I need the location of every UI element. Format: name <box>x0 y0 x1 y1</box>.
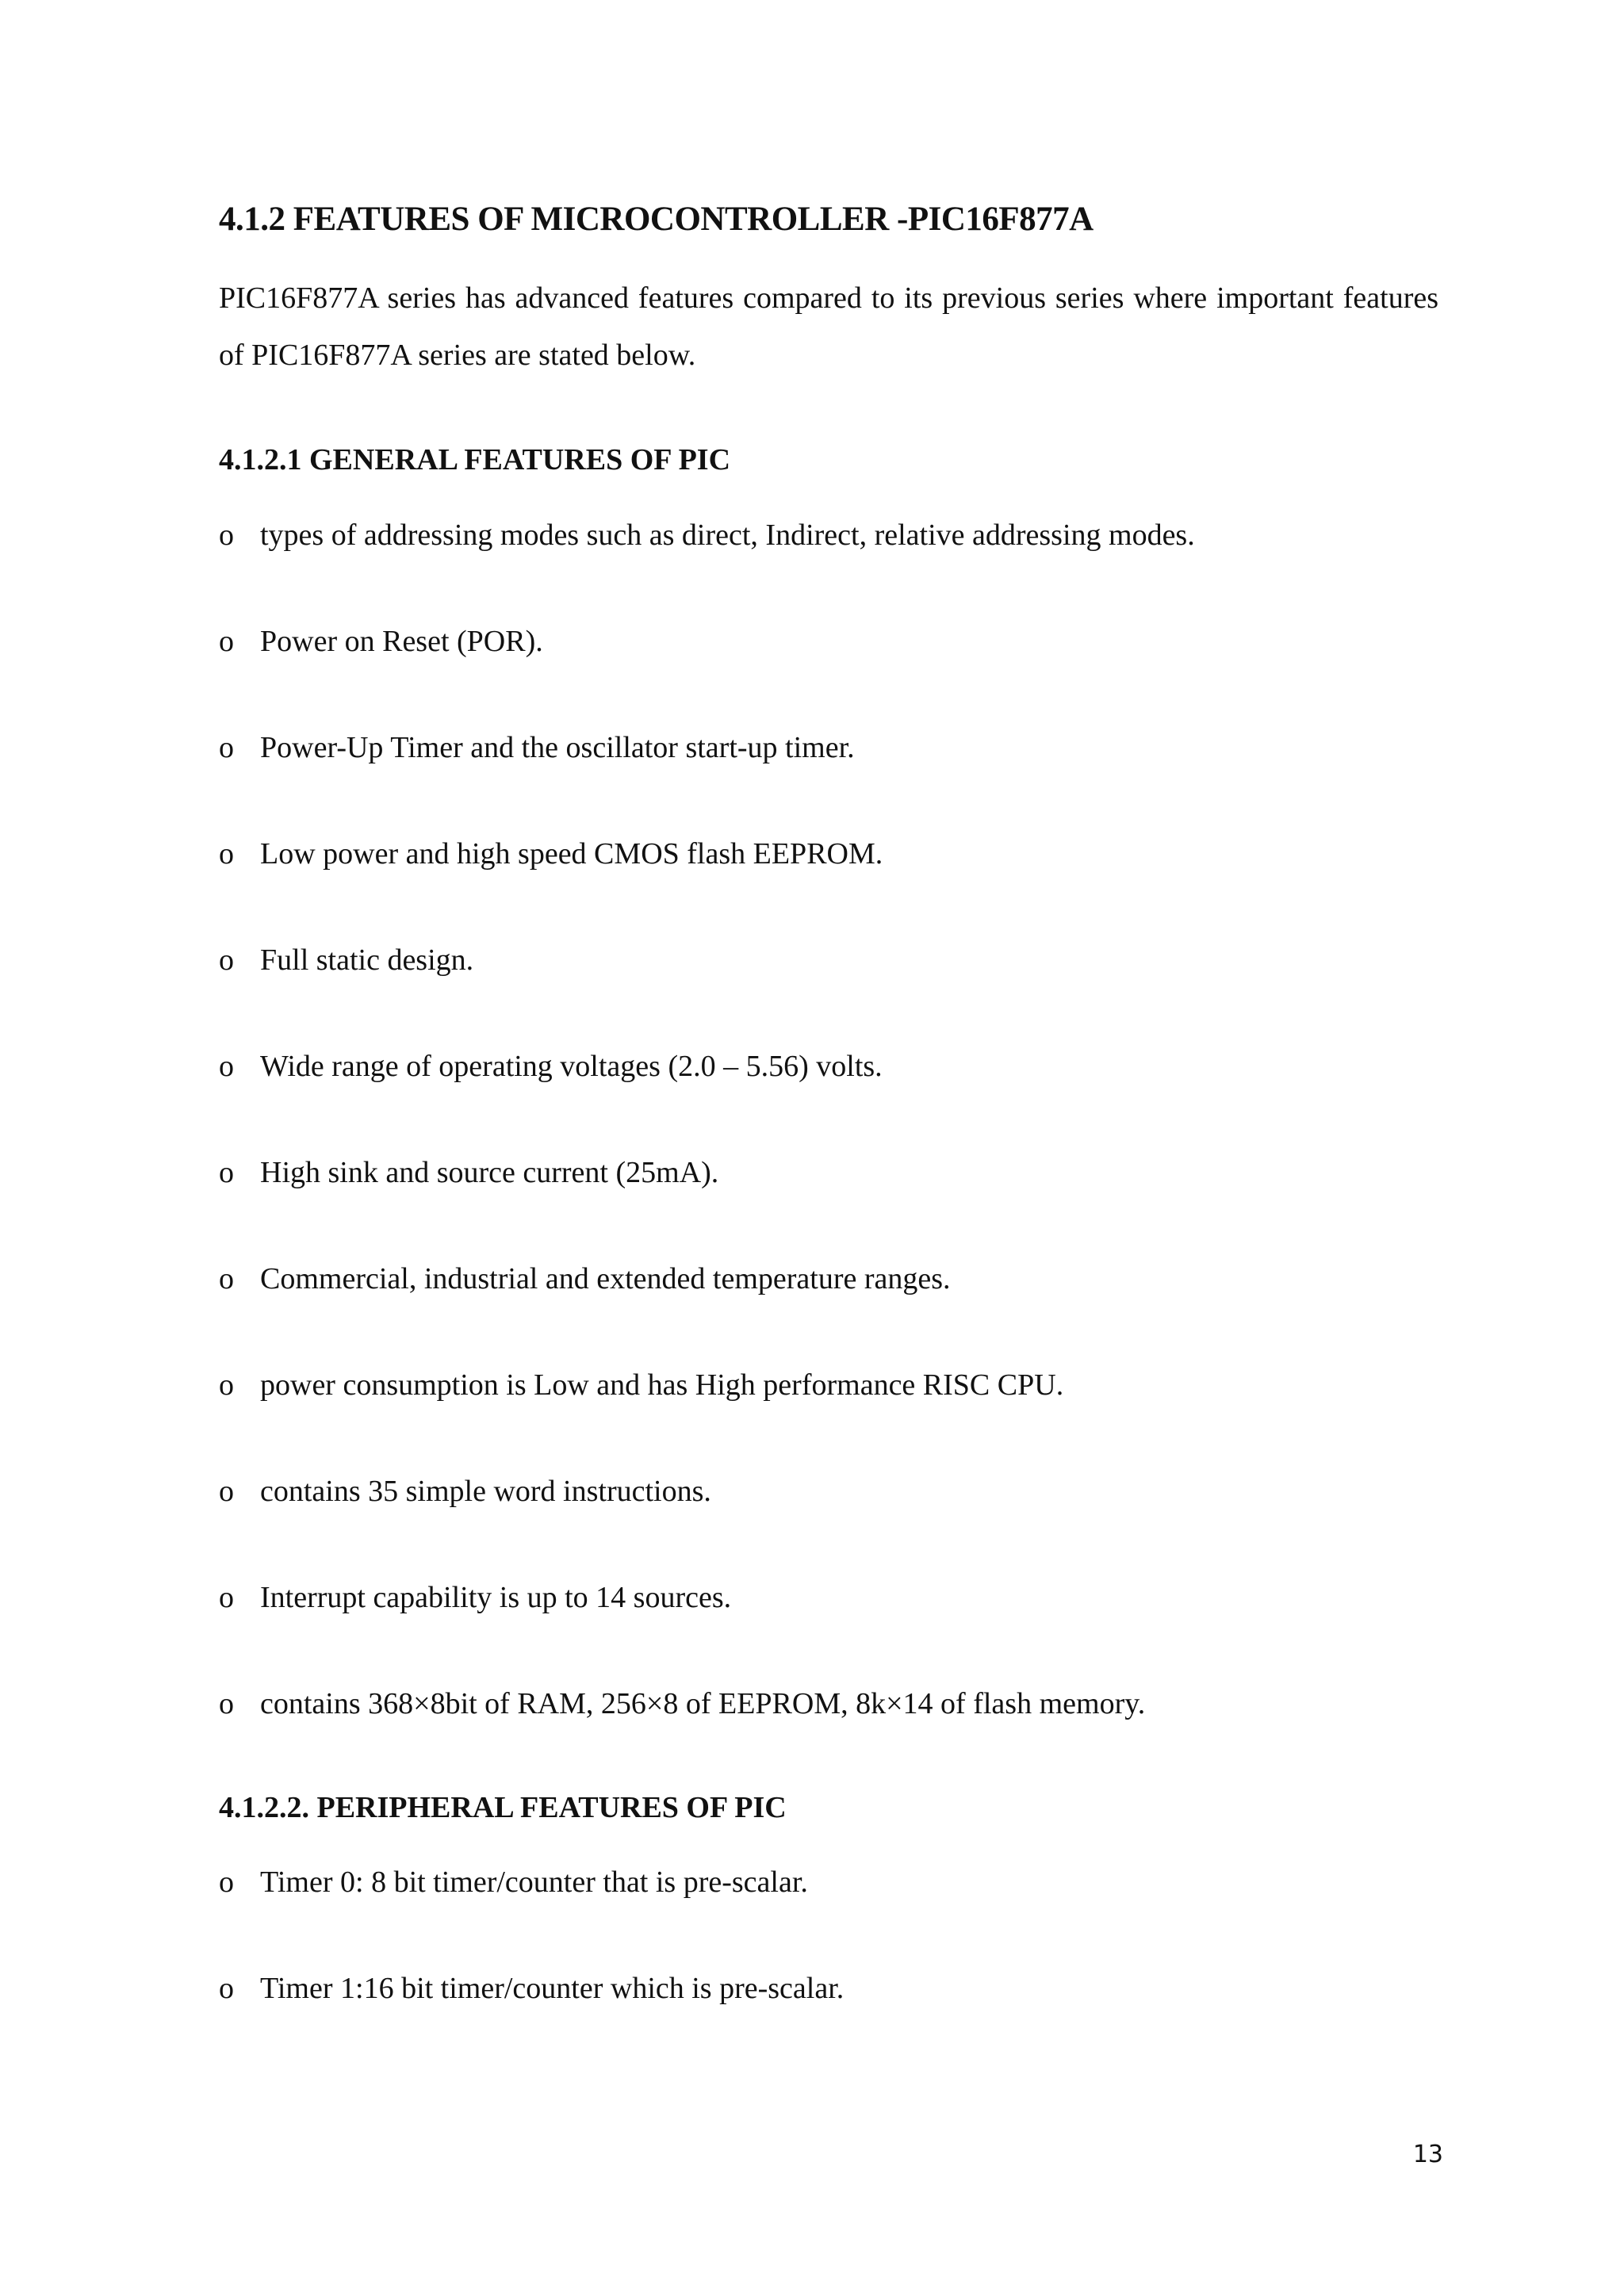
peripheral-features-heading: 4.1.2.2. PERIPHERAL FEATURES OF PIC <box>219 1791 787 1824</box>
bullet-marker: o <box>219 943 234 977</box>
list-item-text: High sink and source current (25mA). <box>260 1156 719 1189</box>
list-item-text: Wide range of operating voltages (2.0 – 5.56) volts. <box>260 1050 883 1083</box>
bullet-marker: o <box>219 1050 234 1083</box>
general-features-heading: 4.1.2.1 GENERAL FEATURES OF PIC <box>219 443 731 476</box>
bullet-marker: o <box>219 1687 234 1720</box>
list-item-text: contains 35 simple word instructions. <box>260 1475 711 1508</box>
list-item-text: contains 368×8bit of RAM, 256×8 of EEPROM, 8k×14 of flash memory. <box>260 1687 1146 1720</box>
bullet-marker: o <box>219 1475 234 1508</box>
list-item-text: types of addressing modes such as direct, Indirect, relative addressing modes. <box>260 519 1195 552</box>
list-item-text: Power on Reset (POR). <box>260 625 543 658</box>
bullet-marker: o <box>219 1866 234 1899</box>
bullet-marker: o <box>219 625 234 658</box>
list-item-text: Timer 0: 8 bit timer/counter that is pre-scalar. <box>260 1866 808 1899</box>
bullet-marker: o <box>219 731 234 764</box>
main-heading: 4.1.2 FEATURES OF MICROCONTROLLER -PIC16F877A <box>219 201 1094 238</box>
list-item-text: power consumption is Low and has High performance RISC CPU. <box>260 1368 1064 1402</box>
list-item-text: Low power and high speed CMOS flash EEPROM. <box>260 837 883 871</box>
list-item-text: Full static design. <box>260 943 474 977</box>
list-item-text: Timer 1:16 bit timer/counter which is pre-scalar. <box>260 1972 845 2005</box>
bullet-marker: o <box>219 1262 234 1295</box>
page-number: 13 <box>1412 2141 1443 2168</box>
list-item-text: Interrupt capability is up to 14 sources. <box>260 1581 732 1614</box>
bullet-marker: o <box>219 1368 234 1402</box>
bullet-marker: o <box>219 1581 234 1614</box>
intro-paragraph: PIC16F877A series has advanced features compared to its previous series where important features of PIC16F877A series are stated below. <box>219 281 1438 372</box>
list-item-text: Commercial, industrial and extended temperature ranges. <box>260 1262 951 1295</box>
bullet-marker: o <box>219 1156 234 1189</box>
bullet-marker: o <box>219 519 234 552</box>
list-item-text: Power-Up Timer and the oscillator start-up timer. <box>260 731 855 764</box>
bullet-marker: o <box>219 1972 234 2005</box>
bullet-marker: o <box>219 837 234 871</box>
